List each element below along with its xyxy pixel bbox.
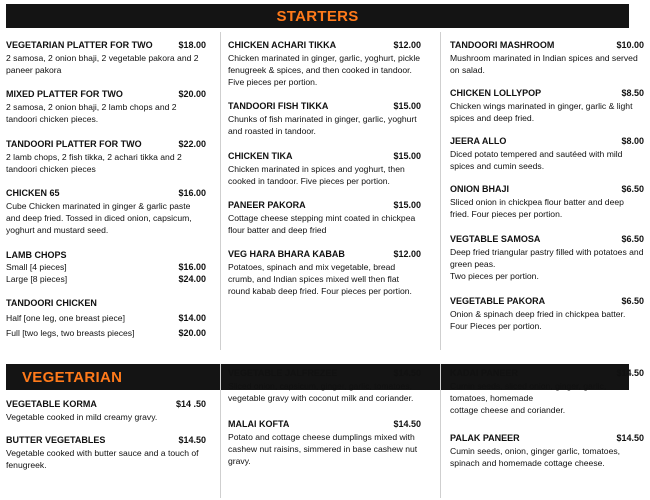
item-description: 2 lamb chops, 2 fish tikka, 2 achari tikka and 2 tandoori chicken pieces <box>6 152 182 175</box>
option-label: Large [8 pieces] <box>6 274 68 285</box>
item-name: PANEER PAKORA <box>228 200 306 210</box>
item-price: $14.50 <box>616 368 644 378</box>
menu-item <box>228 39 421 89</box>
item-name: TANDOORI FISH TIKKA <box>228 101 329 111</box>
option-price: $24.00 <box>178 274 206 285</box>
item-price: $15.00 <box>393 151 421 161</box>
item-description: Chunks of fish marinated in ginger, garlic, yoghurt and roasted in tandoor. <box>228 114 417 137</box>
item-price: $14.50 <box>393 368 421 378</box>
item-price: $14.50 <box>178 435 206 445</box>
menu-item <box>228 100 421 137</box>
column-divider <box>440 32 441 350</box>
item-price: $20.00 <box>178 89 206 99</box>
item-name: VEG HARA BHARA KABAB <box>228 249 345 259</box>
menu-item <box>450 295 644 332</box>
option-price: $20.00 <box>178 328 206 339</box>
item-description: Cumin seeds, onion, ginger garlic, tomatoes, spinach and homemade cottage cheese. <box>450 446 621 469</box>
item-description: Cumin seeds, sliced onion, ginger, garlic, tomatoes, homemade cottage cheese and coriander. <box>450 381 607 416</box>
item-description: Cube Chicken marinated in ginger & garlic paste and deep fried. Tossed in diced onion, capsicum, yoghurt and mustard seed. <box>6 201 192 236</box>
item-name: LAMB CHOPS <box>6 250 67 260</box>
item-price: $6.50 <box>621 234 644 244</box>
option-price: $14.00 <box>178 313 206 323</box>
menu-item <box>6 39 206 76</box>
menu-item <box>450 87 644 124</box>
item-option <box>6 327 206 339</box>
item-name: VEGETABLE JALFREZEE <box>228 368 338 378</box>
column-divider <box>220 364 221 498</box>
item-price: $14 .50 <box>175 399 206 409</box>
menu-item <box>450 367 644 417</box>
menu-item <box>6 297 206 340</box>
item-description: Vegetable cooked with butter sauce and a touch of fenugreek. <box>6 448 199 471</box>
option-price: $16.00 <box>178 262 206 272</box>
vegetarian-title: VEGETARIAN <box>22 369 123 386</box>
item-price: $12.00 <box>393 249 421 259</box>
item-name: MIXED PLATTER FOR TWO <box>6 89 123 99</box>
item-description: Chicken marinated in ginger, garlic, yoghurt, pickle fenugreek & spices, and then cooked in tandoor. Five pieces per portion. <box>228 53 421 88</box>
menu-item <box>6 249 206 286</box>
item-price: $22.00 <box>178 139 206 149</box>
item-name: CHICKEN 65 <box>6 188 60 198</box>
item-description: 2 samosa, 2 onion bhaji, 2 vegetable pakora and 2 paneer pakora <box>6 53 199 76</box>
item-price: $10.00 <box>616 40 644 50</box>
menu-item <box>450 432 644 469</box>
item-description: Potatoes, spinach and mix vegetable, bread crumb, and Indian spices mixed well then flat round kabab deep fried. Four pieces per portion. <box>228 262 412 297</box>
item-price: $18.00 <box>178 40 206 50</box>
item-name: VEGTABLE SAMOSA <box>450 234 541 244</box>
starters-header-bar <box>6 4 629 28</box>
item-name: TANDOORI CHICKEN <box>6 298 97 308</box>
item-description: Cottage cheese stepping mint coated in chickpea flour batter and deep fried <box>228 213 416 236</box>
menu-item <box>6 88 206 125</box>
item-name: MALAI KOFTA <box>228 419 290 429</box>
column-divider <box>440 364 441 498</box>
item-option <box>6 273 206 285</box>
item-description: Potato and cottage cheese dumplings mixed with cashew nut raisins, simmered in base cashew nut gravy. <box>228 432 418 467</box>
item-name: CHICKEN LOLLYPOP <box>450 88 542 98</box>
item-price: $16.00 <box>178 188 206 198</box>
item-name: VEGETABLE PAKORA <box>450 296 546 306</box>
menu-item <box>6 434 206 471</box>
item-name: PALAK PANEER <box>450 433 520 443</box>
item-price: $14.50 <box>616 433 644 443</box>
item-option <box>6 261 206 273</box>
column-divider <box>220 32 221 350</box>
menu-item <box>6 138 206 175</box>
item-name: CHICKEN ACHARI TIKKA <box>228 40 337 50</box>
item-name: ONION BHAJI <box>450 184 510 194</box>
menu-item <box>228 248 421 298</box>
item-description: 2 samosa, 2 onion bhaji, 2 lamb chops and 2 tandoori chicken pieces. <box>6 102 177 125</box>
item-price: $6.50 <box>621 184 644 194</box>
item-description: Vegetable cooked in mild creamy gravy. <box>6 412 158 422</box>
item-price: $8.50 <box>621 88 644 98</box>
item-name: KADAI PANEER <box>450 368 518 378</box>
item-name: CHICKEN TIKA <box>228 151 293 161</box>
option-label: Small [4 pieces] <box>6 262 67 272</box>
item-description: Chicken wings marinated in ginger, garlic & light spices and deep fried. <box>450 101 633 124</box>
menu-item <box>228 150 421 187</box>
item-description: Diced potato tempered and sautéed with mild spices and cumin seeds. <box>450 149 623 172</box>
starters-title: STARTERS <box>276 8 359 25</box>
item-price: $6.50 <box>621 296 644 306</box>
item-price: $15.00 <box>393 101 421 111</box>
option-label: Full [two legs, two breasts pieces] <box>6 328 135 339</box>
item-price: $14.50 <box>393 419 421 429</box>
item-option <box>6 312 206 324</box>
item-description: Deep fried triangular pastry filled with potatoes and green peas. Two pieces per portion. <box>450 247 644 282</box>
item-name: JEERA ALLO <box>450 136 507 146</box>
item-price: $15.00 <box>393 200 421 210</box>
menu-item <box>6 398 206 423</box>
item-name: TANDOORI PLATTER FOR TWO <box>6 139 142 149</box>
item-name: VEGETARIAN PLATTER FOR TWO <box>6 40 153 50</box>
menu-item <box>228 418 421 468</box>
item-description: Onion & spinach deep fried in chickpea batter. Four Pieces per portion. <box>450 309 626 332</box>
menu-item <box>450 233 644 283</box>
item-price: $12.00 <box>393 40 421 50</box>
item-price: $8.00 <box>621 136 644 146</box>
item-description: Sliced onion in chickpea flour batter and deep fried. Four pieces per portion. <box>450 197 624 220</box>
menu-item <box>450 183 644 220</box>
item-name: VEGETABLE KORMA <box>6 399 97 409</box>
menu-item <box>450 39 644 76</box>
menu-item <box>6 187 206 237</box>
menu-item <box>450 135 644 172</box>
item-description: Sliced onion, capsicum, ginger, garlic, tomatoes, vegetable gravy with coconut milk and coriander. <box>228 381 414 404</box>
item-name: BUTTER VEGETABLES <box>6 435 106 445</box>
menu-item <box>228 367 421 404</box>
item-name: TANDOORI MASHROOM <box>450 40 555 50</box>
item-description: Mushroom marinated in Indian spices and served on salad. <box>450 53 638 76</box>
item-description: Chicken marinated in spices and yoghurt, then cooked in tandoor. Five pieces per portion. <box>228 164 405 187</box>
menu-item <box>228 199 421 236</box>
option-label: Half [one leg, one breast piece] <box>6 313 125 323</box>
